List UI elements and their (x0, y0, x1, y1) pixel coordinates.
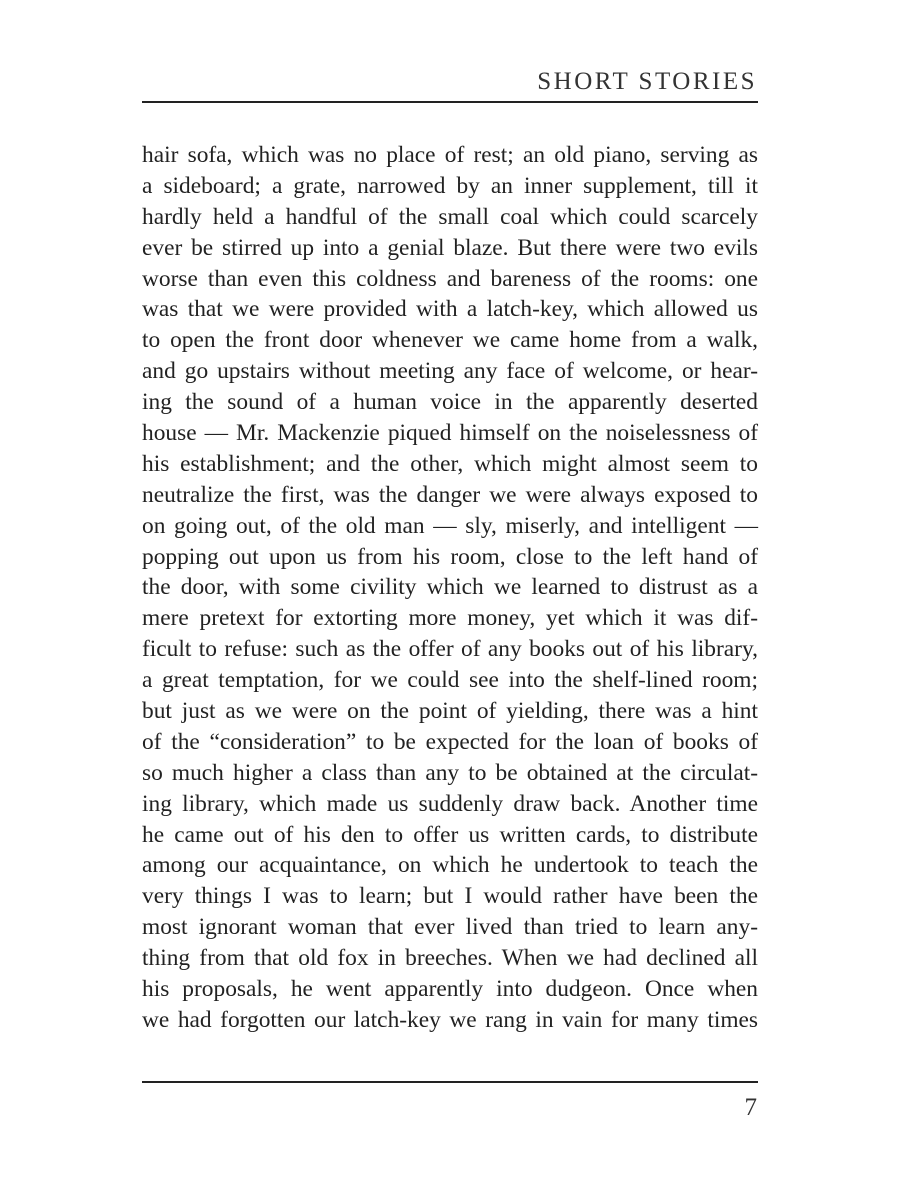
text-line: ficult to refuse: such as the offer of any books out of his library, (142, 636, 758, 663)
text-line: the door, with some civility which we learned to distrust as a (142, 574, 758, 601)
text-line: we had forgotten our latch-key we rang in vain for many times (142, 1006, 758, 1033)
text-line: he came out of his den to offer us written cards, to distribute (142, 821, 758, 848)
text-line: hardly held a handful of the small coal which could scarcely (142, 203, 758, 230)
text-line: ing the sound of a human voice in the apparently deserted (142, 389, 758, 416)
text-line: neutralize the first, was the danger we were always exposed to (142, 481, 758, 508)
text-line: of the “consideration” to be expected for the loan of books of (142, 728, 758, 755)
text-line: hair sofa, which was no place of rest; an old piano, serving as (142, 142, 758, 168)
text-line: popping out upon us from his room, close to the left hand of (142, 543, 758, 570)
text-line: worse than even this coldness and bareness of the rooms: one (142, 265, 758, 292)
text-line: his proposals, he went apparently into dudgeon. Once when (142, 976, 758, 1003)
text-line: ing library, which made us suddenly draw back. Another time (142, 790, 758, 817)
text-line: most ignorant woman that ever lived than tried to learn any- (142, 914, 758, 941)
header-rule (142, 101, 758, 103)
text-line: and go upstairs without meeting any face of welcome, or hear- (142, 358, 758, 385)
footer-rule (142, 1081, 758, 1083)
text-line: but just as we were on the point of yielding, there was a hint (142, 698, 758, 725)
text-line: was that we were provided with a latch-key, which allowed us (142, 296, 758, 323)
text-line: thing from that old fox in breeches. When we had declined all (142, 945, 758, 972)
text-line: mere pretext for extorting more money, yet which it was dif- (142, 605, 758, 632)
text-line: ever be stirred up into a genial blaze. But there were two evils (142, 234, 758, 261)
text-line: very things I was to learn; but I would rather have been the (142, 883, 758, 910)
text-line: a great temptation, for we could see into the shelf-lined room; (142, 667, 758, 694)
text-line: his establishment; and the other, which might almost seem to (142, 450, 758, 477)
running-head: SHORT STORIES (537, 68, 757, 95)
text-line: house — Mr. Mackenzie piqued himself on the noiselessness of (142, 420, 758, 447)
text-line: so much higher a class than any to be obtained at the circulat- (142, 759, 758, 786)
text-line: on going out, of the old man — sly, miserly, and intelligent — (142, 512, 758, 539)
body-text (142, 140, 758, 1036)
page-number: 7 (744, 1094, 757, 1121)
text-line: to open the front door whenever we came home from a walk, (142, 327, 758, 354)
text-line: a sideboard; a grate, narrowed by an inner supplement, till it (142, 172, 758, 199)
text-line: among our acquaintance, on which he undertook to teach the (142, 852, 758, 879)
